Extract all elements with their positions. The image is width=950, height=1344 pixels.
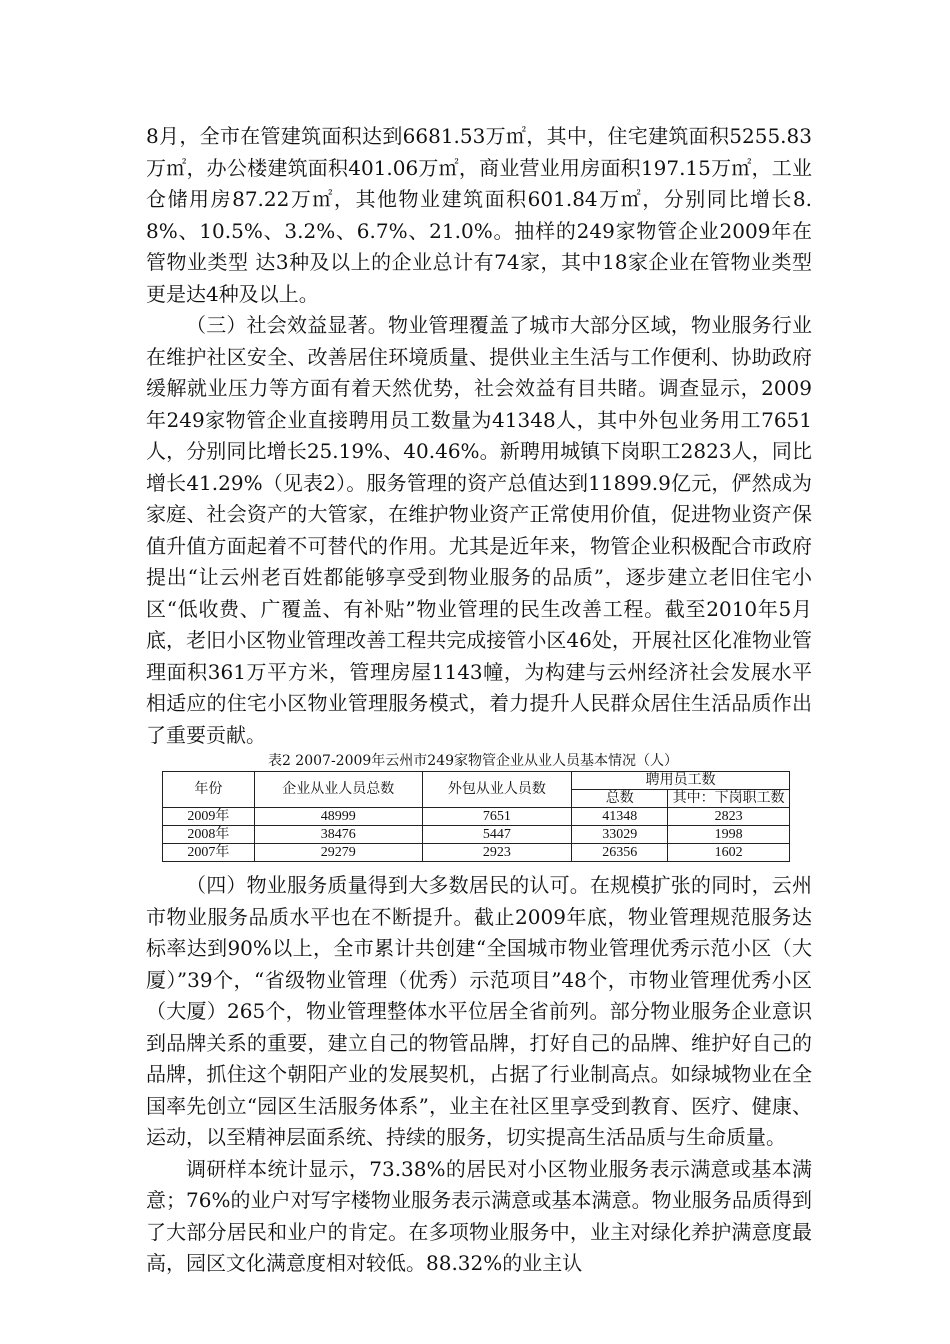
paragraph-social-benefit: （三）社会效益显著。物业管理覆盖了城市大部分区域，物业服务行业在维护社区安全、改善居住环境质量、提供业主生活与工作便利、协助政府缓解就业压力等方面有着天然优势，社会效益有目共睹。调查显示，2009年249家物管企业直接聘用员工数量为41348人，其中外包业务用工7651人，分别同比增长25.19%、40.46%。新聘用城镇下岗职工2823人，同比增长41.29%（见表2）。服务管理的资产总值达到11899.9亿元，俨然成为家庭、社会资产的大管家，在维护物业资产正常使用价值，促进物业资产保值升值方面起着不可替代的作用。尤其是近年来，物管企业积极配合市政府提出“让云州老百姓都能够享受到物业服务的品质”，逐步建立老旧住宅小区“低收费、广覆盖、有补贴”物业管理的民生改善工程。截至2010年5月底，老旧小区物业管理改善工程共完成接管小区46处，开展社区化准物业管理面积361万平方米，管理房屋1143幢，为构建与云州经济社会发展水平相适应的住宅小区物业管理服务模式，着力提升人民群众居住生活品质作出了重要贡献。 xyxy=(146,313,812,747)
cell-laid-off: 1602 xyxy=(668,844,790,862)
header-year: 年份 xyxy=(163,772,255,808)
cell-laid-off: 2823 xyxy=(668,808,790,826)
spacer xyxy=(146,862,812,870)
paragraph-service-quality: （四）物业服务质量得到大多数居民的认可。在规模扩张的同时，云州市物业服务品质水平也在不断提升。截止2009年底，物业管理规范服务达标率达到90%以上，全市累计共创建“全国城市物业管理优秀示范小区（大厦）”39个，“省级物业管理（优秀）示范项目”48个，市物业管理优秀小区（大厦）265个，物业管理整体水平位居全省前列。部分物业服务企业意识到品牌关系的重要，建立自己的物管品牌，打好自己的品牌、维护好自己的品牌，抓住这个朝阳产业的发展契机，占据了行业制高点。如绿城物业在全国率先创立“园区生活服务体系”，业主在社区里享受到教育、医疗、健康、运动，以至精神层面系统、持续的服务，切实提高生活品质与生命质量。 xyxy=(146,873,812,1149)
header-laid-off: 其中：下岗职工数 xyxy=(668,790,790,808)
header-total-staff: 企业从业人员总数 xyxy=(254,772,422,808)
table-caption: 表2 2007-2009年云州市249家物管企业从业人员基本情况（人） xyxy=(267,753,679,769)
document-page xyxy=(146,121,812,1280)
cell-year: 2008年 xyxy=(163,826,255,844)
cell-outsourced: 2923 xyxy=(422,844,572,862)
cell-year: 2007年 xyxy=(163,844,255,862)
cell-year: 2009年 xyxy=(163,808,255,826)
staff-table xyxy=(162,771,790,862)
table-row xyxy=(163,826,790,844)
header-hired-total: 总数 xyxy=(572,790,668,808)
header-outsourced: 外包从业人员数 xyxy=(422,772,572,808)
paragraph-continuation: 8月，全市在管建筑面积达到6681.53万㎡，其中，住宅建筑面积5255.83万㎡，办公楼建筑面积401.06万㎡，商业营业用房面积197.15万㎡，工业仓储用房87.22万㎡，其他物业建筑面积601.84万㎡，分别同比增长8.8%、10.5%、3.2%、6.7%、21.0%。抽样的249家物管企业2009年在管物业类型 达3种及以上的企业总计有74家，其中18家企业在管物业类型更是达4种及以上。 xyxy=(146,124,812,306)
cell-total-staff: 38476 xyxy=(254,826,422,844)
cell-hired-total: 33029 xyxy=(572,826,668,844)
table-row xyxy=(163,808,790,826)
cell-total-staff: 48999 xyxy=(254,808,422,826)
cell-laid-off: 1998 xyxy=(668,826,790,844)
cell-hired-total: 41348 xyxy=(572,808,668,826)
cell-hired-total: 26356 xyxy=(572,844,668,862)
cell-total-staff: 29279 xyxy=(254,844,422,862)
paragraph-survey-results: 调研样本统计显示，73.38%的居民对小区物业服务表示满意或基本满意；76%的业户对写字楼物业服务表示满意或基本满意。物业服务品质得到了大部分居民和业户的肯定。在多项物业服务中，业主对绿化养护满意度最高，园区文化满意度相对较低。88.32%的业主认 xyxy=(146,1156,812,1275)
table-row xyxy=(163,844,790,862)
cell-outsourced: 7651 xyxy=(422,808,572,826)
table-header-row xyxy=(163,772,790,790)
cell-outsourced: 5447 xyxy=(422,826,572,844)
header-hired: 聘用员工数 xyxy=(572,772,790,790)
